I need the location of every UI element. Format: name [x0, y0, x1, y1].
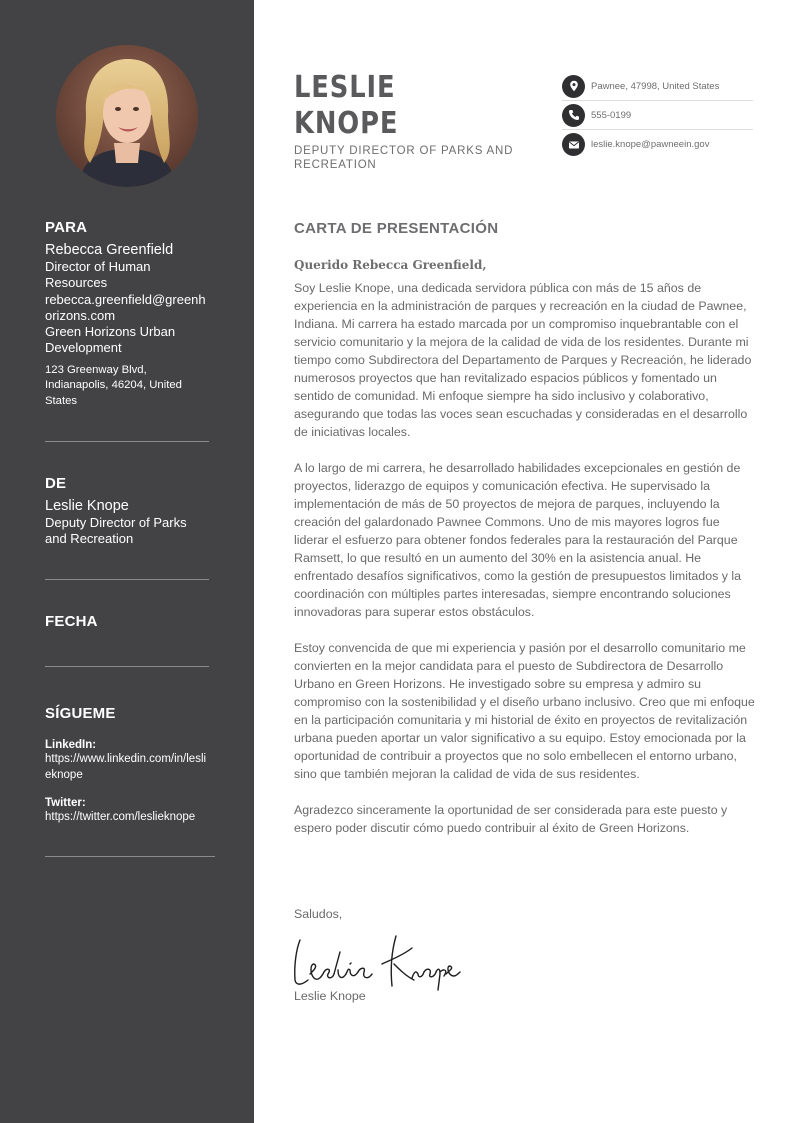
recipient-email: rebecca.greenfield@greenhorizons.com	[45, 291, 206, 323]
twitter-link[interactable]: https://twitter.com/leslieknope	[45, 811, 196, 823]
sender-section	[45, 475, 220, 548]
sender-heading: DE	[45, 475, 67, 492]
linkedin-link[interactable]: https://www.linkedin.com/in/leslieknope	[45, 753, 207, 781]
contact-location	[562, 72, 753, 101]
recipient-company: Green Horizons Urban Development	[45, 324, 176, 356]
letter-paragraph: Estoy convencida de que mi experiencia y pasión por el desarrollo comunitario me convierten en la mejor candidata para el puesto de Subdirectora de Desarrollo Urbano en Green Horizons. He investigado sobre su empresa y admiro su compromiso con la sostenibilidad y el diseño urbano inclusivo. Creo que mi enfoque en la participación comunitaria y mi historial de éxito en proyectos de revitalización urbana pueden aportar un valor significativo a su equipo. Estoy emocionada por la oportunidad de contribuir a proyectos que no solo embellecen el entorno urbano, sino que también mejoran la calidad de vida de sus residentes.	[294, 641, 755, 781]
divider	[45, 856, 215, 857]
contact-phone	[562, 101, 753, 130]
twitter-label: Twitter:	[45, 797, 86, 809]
letter-paragraph: Agradezco sinceramente la oportunidad de ser considerada para este puesto y espero poder discutir cómo puedo contribuir al éxito de Green Horizons.	[294, 803, 728, 835]
divider	[45, 441, 209, 442]
sender-role: Deputy Director of Parks and Recreation	[45, 515, 187, 547]
linkedin-label: LinkedIn:	[45, 739, 97, 751]
applicant-name	[294, 70, 398, 142]
letter-closing: Saludos,	[294, 907, 343, 921]
contact-email	[562, 130, 753, 159]
sender-name: Leslie Knope	[45, 498, 129, 514]
date-section	[45, 613, 220, 630]
applicant-last-name: KNOPE	[294, 106, 399, 141]
recipient-role: Director of Human Resources	[45, 259, 151, 291]
letter-body	[294, 279, 756, 855]
contact-location-text: Pawnee, 47998, United States	[591, 80, 720, 92]
recipient-address: 123 Greenway Blvd, Indianapolis, 46204, United States	[45, 363, 182, 407]
recipient-heading: PARA	[45, 219, 88, 236]
phone-icon	[562, 104, 585, 127]
sidebar	[0, 0, 254, 1123]
divider	[45, 579, 209, 580]
contact-phone-text: 555-0199	[591, 109, 632, 121]
signer-name: Leslie Knope	[294, 989, 366, 1003]
letter-greeting: Querido Rebecca Greenfield,	[294, 258, 487, 272]
letter-paragraph: Soy Leslie Knope, una dedicada servidora pública con más de 15 años de experiencia en la administración de parques y recreación en la ciudad de Pawnee, Indiana. Mi carrera ha estado marcada por un compromiso inquebrantable con el servicio comunitario y la mejora de la calidad de vida de los residentes. Durante mi tiempo como Subdirectora del Departamento de Parques y Recreación, he liderado numerosos proyectos que han revitalizado espacios públicos y fomentado un sentido de comunidad. Mi enfoque siempre ha sido inclusivo y colaborativo, asegurando que todas las voces sean escuchadas y consideradas en el desarrollo de iniciativas locales.	[294, 281, 752, 439]
signature	[290, 930, 470, 997]
recipient-section	[45, 219, 220, 409]
contact-list	[562, 72, 753, 159]
profile-photo	[56, 45, 198, 187]
letter-title: CARTA DE PRESENTACIÓN	[294, 220, 499, 237]
follow-heading: SÍGUEME	[45, 705, 116, 722]
email-icon	[562, 133, 585, 156]
applicant-job-title: DEPUTY DIRECTOR OF PARKS AND RECREATION	[294, 145, 514, 171]
follow-section	[45, 705, 220, 825]
divider	[45, 666, 209, 667]
recipient-name: Rebecca Greenfield	[45, 242, 174, 258]
contact-email-text[interactable]: leslie.knope@pawneein.gov	[591, 139, 710, 150]
applicant-first-name: LESLIE	[294, 70, 396, 105]
date-heading: FECHA	[45, 613, 98, 630]
location-icon	[562, 75, 585, 98]
letter-paragraph: A lo largo de mi carrera, he desarrollado habilidades excepcionales en gestión de proyectos, liderazgo de equipos y comunicación efectiva. He supervisado la implementación de más de 50 proyectos de mejora de parques, incluyendo la creación del galardonado Pawnee Commons. Uno de mis mayores logros fue liderar el esfuerzo para obtener fondos federales para la restauración del Parque Ramsett, lo que resultó en un aumento del 30% en la asistencia anual. He enfrentado desafíos significativos, como la gestión de presupuestos limitados y la coordinación con múltiples partes interesadas, siempre encontrando soluciones innovadoras para superar estos obstáculos.	[294, 461, 742, 619]
